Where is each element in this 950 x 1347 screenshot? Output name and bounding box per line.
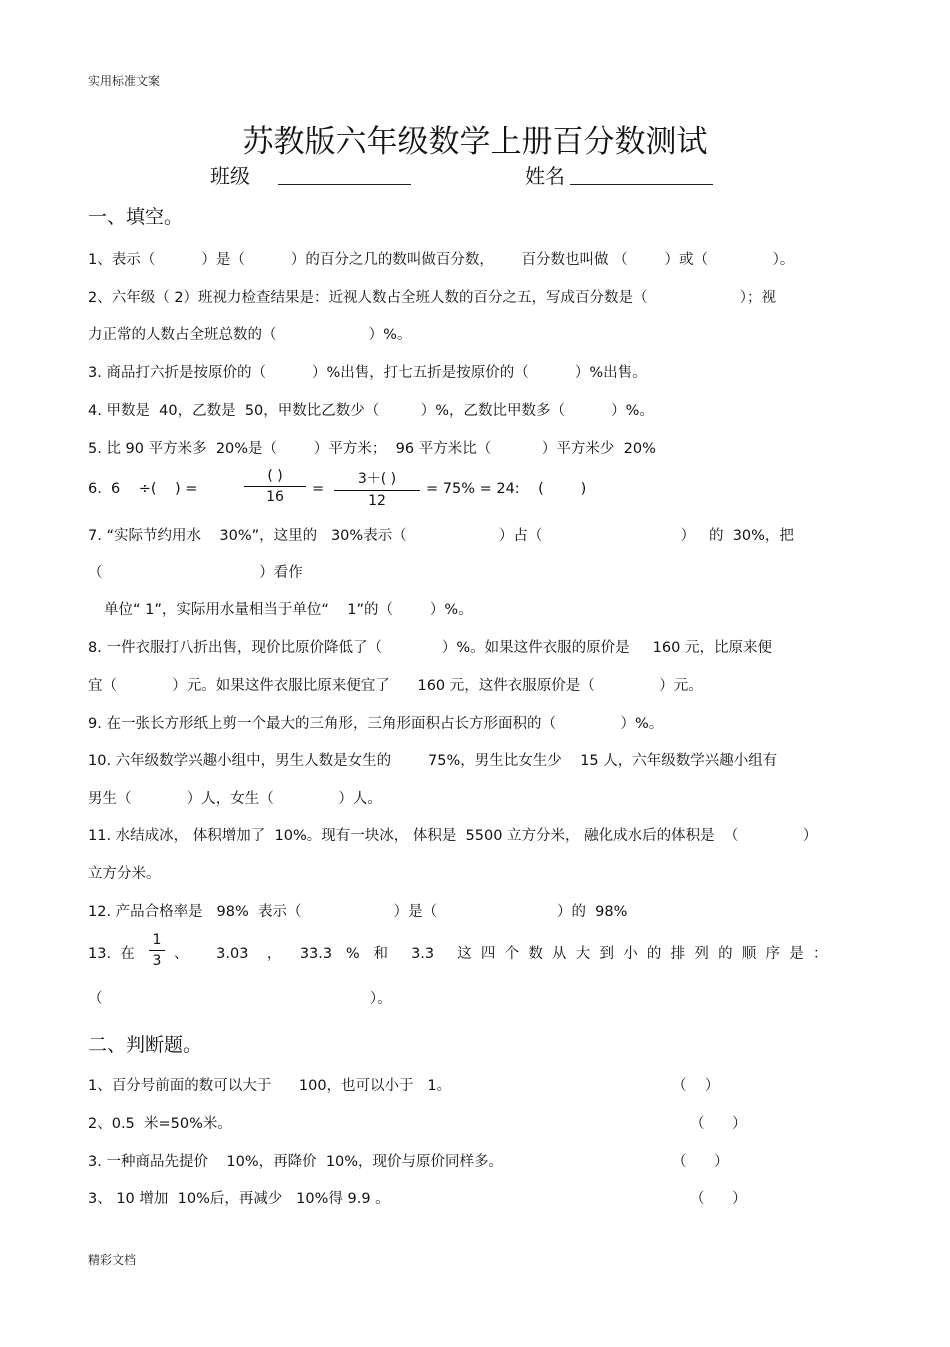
fraction-denominator: 3: [152, 953, 162, 969]
page-footer-label: 精彩文档: [88, 1253, 137, 1267]
judge-item-1: 1、百分号前面的数可以大于 100，也可以小于 1。: [88, 1078, 452, 1094]
name-label: 姓名: [525, 164, 565, 188]
fraction-bar: [334, 490, 420, 491]
question-13-line2: （ ）。: [88, 991, 392, 1007]
judge-item-4-answer[interactable]: （ ）: [690, 1191, 747, 1207]
name-blank[interactable]: [570, 184, 713, 185]
judge-item-2: 2、0.5 米=50%米。: [88, 1116, 232, 1132]
fraction-bar: [149, 950, 165, 951]
question-4: 4. 甲数是 40，乙数是 50，甲数比乙数少（ ）%，乙数比甲数多（ ）%。: [88, 403, 654, 419]
fraction-numerator: 1: [152, 932, 162, 948]
judge-item-3: 3. 一种商品先提价 10%，再降价 10%，现价与原价同样多。: [88, 1154, 504, 1170]
fraction-numerator: ( ): [267, 468, 283, 484]
question-3: 3. 商品打六折是按原价的（ ）%出售，打七五折是按原价的（ ）%出售。: [88, 365, 647, 381]
question-5: 5. 比 90 平方米多 20%是（ ）平方米； 96 平方米比（ ）平方米少 20%: [88, 441, 656, 457]
question-6-equals: =: [312, 481, 325, 497]
question-7-line2: （ ）看作: [88, 565, 303, 581]
page-header-label: 实用标准文案: [88, 74, 161, 88]
judge-item-3-answer[interactable]: （ ）: [672, 1154, 729, 1170]
fraction-denominator: 12: [368, 493, 386, 509]
question-6-fraction-1: [244, 468, 306, 505]
question-6-fraction-2: [334, 468, 420, 509]
question-7-line3: 单位“ 1”，实际用水量相当于单位“ 1”的（ ）%。: [104, 602, 473, 618]
judge-item-2-answer[interactable]: （ ）: [690, 1116, 747, 1132]
question-13-fraction: [149, 932, 165, 969]
class-blank[interactable]: [278, 184, 411, 185]
question-12: 12. 产品合格率是 98% 表示（ ）是（ ）的 98%: [88, 904, 628, 920]
question-13-suffix: 、 3.03 ， 33.3 % 和 3.3 这 四 个 数 从 大 到 小 的 排 列 的 顺 序 是 ：: [174, 946, 828, 962]
fraction-denominator: 16: [266, 489, 284, 505]
question-11-line2: 立方分米。: [88, 866, 161, 882]
fraction-numerator: 3＋( ): [357, 471, 397, 487]
class-label: 班级: [210, 164, 250, 188]
question-10-line1: 10. 六年级数学兴趣小组中，男生人数是女生的 75%，男生比女生少 15 人，六年级数学兴趣小组有: [88, 753, 778, 769]
question-11-line1: 11. 水结成冰， 体积增加了 10%。现有一块冰， 体积是 5500 立方分米， 融化成水后的体积是 （ ）: [88, 828, 818, 844]
judge-item-4: 3、 10 增加 10%后，再减少 10%得 9.9 。: [88, 1191, 390, 1207]
question-7-line1: 7. “实际节约用水 30%”，这里的 30%表示（ ）占（ ） 的 30%，把: [88, 528, 794, 544]
page-title: 苏教版六年级数学上册百分数测试: [242, 124, 708, 160]
question-2-line1: 2、六年级（ 2）班视力检查结果是：近视人数占全班人数的百分之五，写成百分数是（ ）；视: [88, 290, 776, 306]
question-8-line1: 8. 一件衣服打八折出售，现价比原价降低了（ ）%。如果这件衣服的原价是 160 元，比原来便: [88, 640, 772, 656]
judge-item-1-answer[interactable]: （ ）: [672, 1078, 720, 1094]
question-9: 9. 在一张长方形纸上剪一个最大的三角形，三角形面积占长方形面积的（ ）%。: [88, 716, 664, 732]
section1-heading: 一、填空。: [88, 206, 184, 228]
question-13-prefix: 13. 在: [88, 946, 135, 962]
section2-heading: 二、判断题。: [88, 1034, 203, 1056]
question-6-suffix: = 75% = 24: ( ): [426, 481, 587, 497]
question-8-line2: 宜（ ）元。如果这件衣服比原来便宜了 160 元，这件衣服原价是（ ）元。: [88, 678, 703, 694]
fraction-bar: [244, 486, 306, 487]
question-2-line2: 力正常的人数占全班总数的（ ）%。: [88, 327, 412, 343]
question-1: 1、表示（ ）是（ ）的百分之几的数叫做百分数， 百分数也叫做 （ ）或（ ）。: [88, 252, 795, 268]
question-6-prefix: 6. 6 ÷( ) =: [88, 481, 198, 497]
question-10-line2: 男生（ ）人，女生（ ）人。: [88, 791, 382, 807]
